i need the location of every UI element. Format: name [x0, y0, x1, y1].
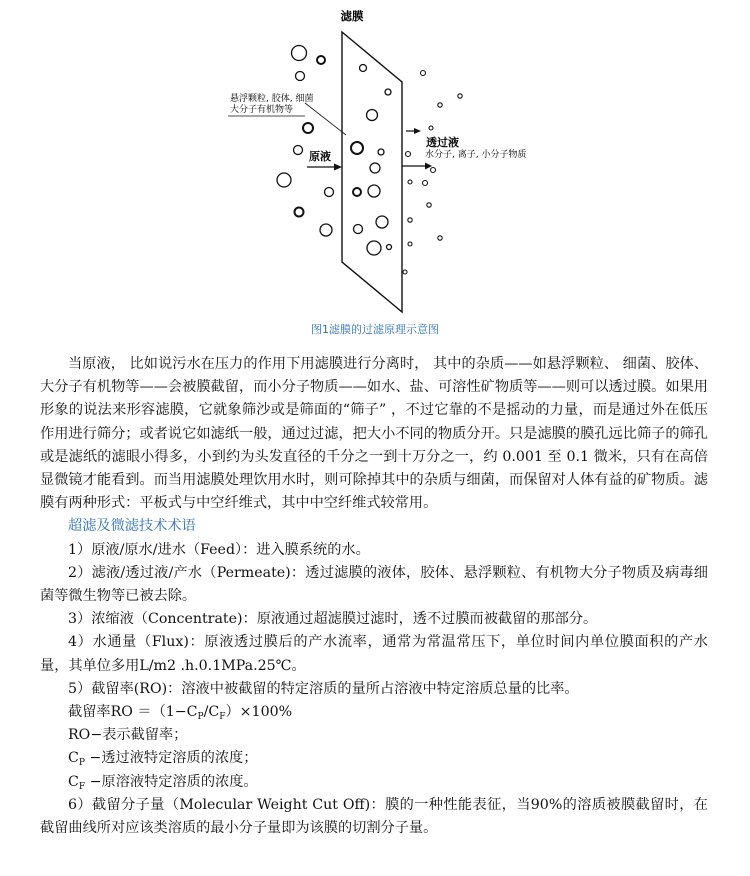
feed-particles [277, 46, 334, 237]
particles-label-leader [305, 103, 346, 135]
cf-symbol: C [68, 773, 79, 790]
particles-label-line2: 大分子有机物等 [230, 105, 294, 115]
cp-sub: P [78, 758, 85, 769]
figure-caption: 图1滤膜的过滤原理示意图 [311, 323, 439, 336]
cp-text: −透过液特定溶质的浓度； [84, 750, 258, 767]
rejection-formula [40, 701, 708, 724]
cp-definition [40, 747, 708, 770]
term-feed: 1）原液/原水/进水（Feed）：进入膜系统的水。 [68, 541, 370, 558]
feed-label: 原液 [309, 150, 331, 163]
article-body [40, 353, 708, 840]
term-mwco: 6）截留分子量（Molecular Weight Cut Off)：膜的一种性能表征，当90%的溶质被膜截留时，在截留曲线所对应该类溶质的最小分子量即为该膜的切割分子量。 [40, 796, 708, 837]
cf-definition [40, 771, 708, 794]
feed-arrowhead [334, 164, 342, 171]
formula-sub-p: P [197, 712, 204, 723]
term-rejection: 5）截留率(RO)：溶液中被截留的特定溶质的量所占溶液中特定溶质总量的比率。 [68, 680, 579, 697]
permeate-sub-label: 水分子, 离子, 小分子物质 [425, 150, 527, 160]
permeate-label: 透过液 [426, 136, 459, 149]
ro-definition: RO−表示截留率； [68, 727, 188, 744]
term-flux: 4）水通量（Flux)：原液透过膜后的产水流率，通常为常温常压下，单位时间内单位膜面积的产水量，其单位多用L/m2 .h.0.1MPa.25℃。 [40, 634, 708, 674]
cp-symbol: C [68, 750, 79, 767]
particles-label-line1: 悬浮颗粒, 胶体, 细菌 [230, 94, 314, 104]
permeate-particles [403, 71, 462, 275]
cf-text: −原溶液特定溶质的浓度。 [85, 773, 258, 790]
term-concentrate: 3）浓缩液（Concentrate)：原液通过超滤膜过滤时，透不过膜而被截留的那部分。 [68, 611, 598, 628]
cf-sub: F [78, 781, 86, 792]
terms-heading: 超滤及微滤技术术语 [68, 518, 196, 535]
permeate-arrowhead-top [414, 128, 421, 134]
term-permeate: 2）滤液/透过液/产水（Permeate)：透过滤膜的液体，胶体、悬浮颗粒、有机物大分子物质及病毒细菌等微生物等已被去除。 [40, 564, 708, 605]
formula-mid: /C [203, 704, 220, 721]
formula-suffix: ）×100% [225, 704, 293, 721]
membrane-label: 滤膜 [340, 9, 364, 23]
intro-paragraph: 当原液， 比如说污水在压力的作用下用滤膜进行分离时， 其中的杂质——如悬浮颗粒、 细菌、胶体、大分子有机物等——会被膜截留，而小分子物质——如水、盐、可溶性矿物质等——则可以透过膜。如果用形象的说法来形容滤膜，它就象筛沙或是筛面的“筛子” ，不过它靠的不是摇动的力量，而是通过外在低压作用进行筛分；或者说它如滤纸一般，通过过滤，把大小不同的物质分开。只是滤膜的膜孔远比筛子的筛孔或是滤纸的滤眼小得多，小到约为头发直径的千分之一到十万分之一，约 0.001 至 0.1 微米，只有在高倍显微镜才能看到。而当用滤膜处理饮用水时，则可除掉其中的杂质与细菌，而保留对人体有益的矿物质。滤膜有两种形式：平板式与中空纤维式，其中中空纤维式较常用。 [40, 356, 708, 512]
formula-sub-f: F [219, 712, 226, 723]
filtration-diagram [0, 0, 750, 330]
formula-prefix: 截留率RO ＝（1−C [68, 704, 198, 721]
